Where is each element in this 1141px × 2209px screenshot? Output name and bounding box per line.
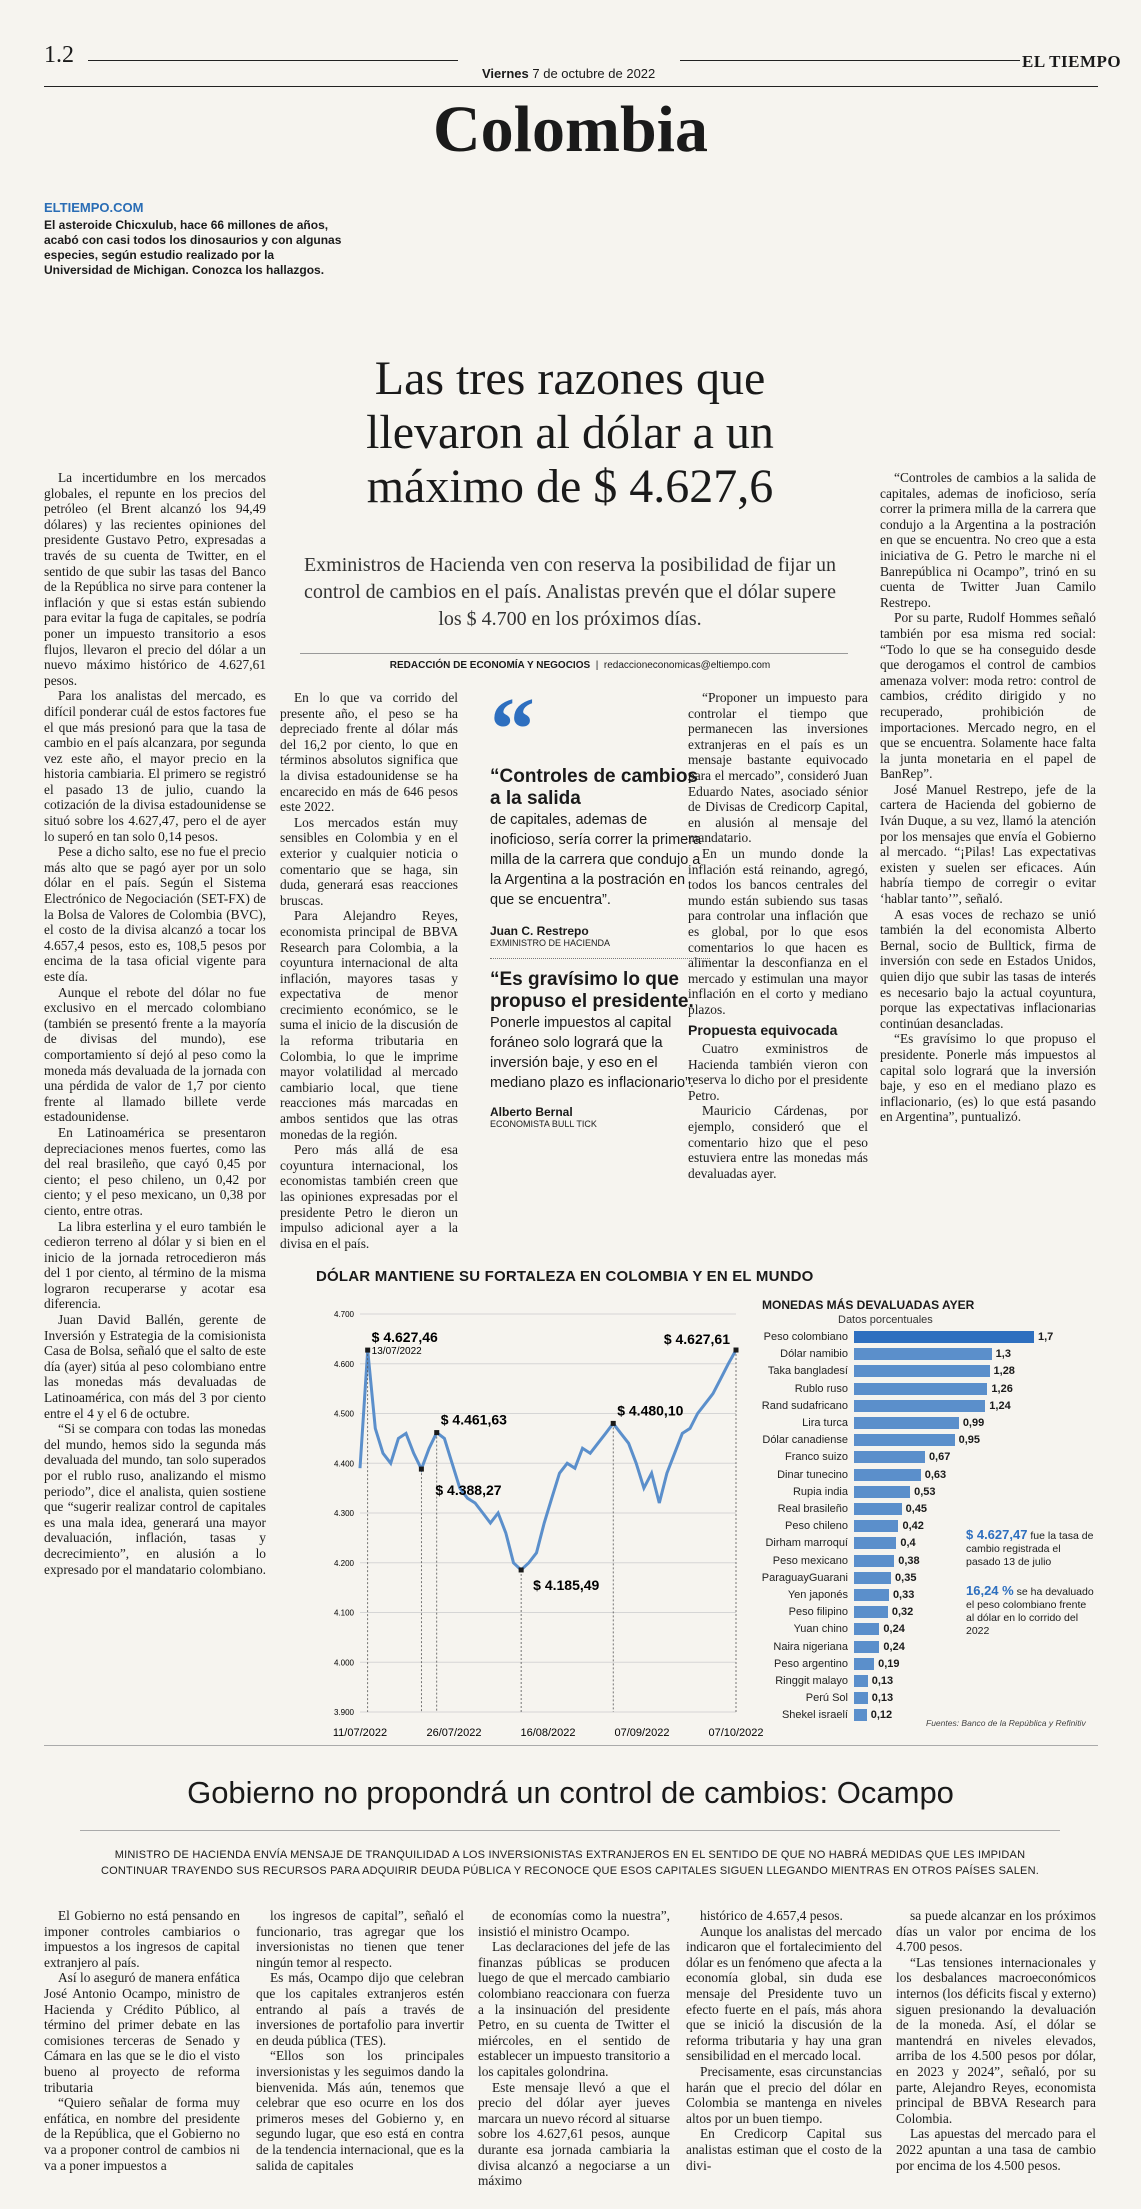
bar xyxy=(854,1434,955,1446)
header-top-rule xyxy=(44,86,1098,87)
bar-category-label: Peso chileno xyxy=(785,1520,848,1533)
second-col-2 xyxy=(256,1908,464,2198)
second-article-top-rule xyxy=(44,1745,1098,1746)
paragraph: “Si se compara con todas las monedas del mundo, hemos sido la segunda más devaluada del mundo, tan solo superados por el rublo ruso, analizando el mismo periodo”, dice el analista, quien sostiene que “sugerir realizar control de capitales es una mala idea, generará una mayor devaluación, inflación, tasas y decrecimiento”, en alusión a lo expresado por el mandatario colombiano. xyxy=(44,1421,266,1577)
paragraph: Pero más allá de esa coyuntura internacional, los economistas también creen que las opiniones expresadas por el presidente Petro le dieron un impulso adicional ayer a la divisa en el país. xyxy=(280,1142,458,1251)
data-point xyxy=(734,1348,739,1353)
bar-category-label: Rupia india xyxy=(792,1485,848,1498)
bar xyxy=(854,1658,874,1670)
paragraph: Las declaraciones del jefe de las finanzas públicas se producen luego de que el mercado cambiario colombiano reaccionara con fuerza a la insinuación del presidente Petro, en su cuenta de Twitter el miércoles, en el sentido de establecer un impuesto transitorio a los capitales golondrina. xyxy=(478,1939,670,2079)
bar-category-label: Taka bangladesí xyxy=(767,1365,848,1378)
section-title: Colombia xyxy=(432,93,709,166)
paragraph: de economías como la nuestra”, insistió el ministro Ocampo. xyxy=(478,1908,670,1939)
main-col-1 xyxy=(44,470,266,1735)
quotes-box xyxy=(490,680,710,1129)
paragraph: En lo que va corrido del presente año, el peso se ha depreciado frente al dólar más del 16,2 por ciento, lo que en términos absolutos significa que la divisa estadounidense se ha encarecido en más de 646 pesos este 2022. xyxy=(280,690,458,815)
bar-category-label: Peso mexicano xyxy=(772,1554,848,1567)
line-chart-title: DÓLAR MANTIENE SU FORTALEZA EN COLOMBIA Y EN EL MUNDO xyxy=(316,1268,814,1285)
paragraph: Pese a dicho salto, ese no fue el precio más alto que se pagó ayer por un solo dólar en el país. Según el Sistema Electrónico de Negociación (SET-FX) de la Bolsa de Valores de Colombia (BVC), el costo de la divisa alcanzó a tocar los 4.657,4 pesos, esto es, 108,5 pesos por encima de la tasa oficial vigente para este día. xyxy=(44,844,266,984)
paragraph: Este mensaje llevó a que el precio del dólar ayer jueves marcara un nuevo récord al situarse sobre los 4.627,61 pesos, aunque durante esa jornada cambiaria la divisa alcanzó a negociarse a un máximo xyxy=(478,2079,670,2189)
paragraph: El Gobierno no está pensando en imponer controles cambiarios o impuestos a los ingresos de capital extranjero al país. xyxy=(44,1908,240,1970)
bar-category-label: Dólar namibio xyxy=(780,1348,848,1361)
masthead: EL TIEMPO xyxy=(1022,52,1122,71)
bar-category-label: Rublo ruso xyxy=(794,1382,848,1395)
byline xyxy=(320,660,840,671)
quote-2-text: Ponerle impuestos al capital foráneo solo logrará que la inversión baje, y eso en el mediano plazo es inflacionario”. xyxy=(490,1015,694,1091)
paragraph: Es más, Ocampo dijo que celebran que los capitales extranjeros estén entrando al país a través de inversiones de portafolio para invertir en deuda pública (TES). xyxy=(256,1970,464,2048)
bar-value-label: 0,4 xyxy=(900,1537,916,1550)
data-label: $ 4.461,63 xyxy=(440,1411,507,1428)
data-label: $ 4.627,61 xyxy=(663,1331,730,1348)
byline-sep: | xyxy=(592,660,602,671)
bar xyxy=(854,1400,985,1412)
paragraph: Precisamente, esas circunstancias harán que el precio del dólar en Colombia se mantenga en niveles altos por un buen tiempo. xyxy=(686,2063,882,2126)
paragraph: sa puede alcanzar en los próximos días un valor por encima de los 4.700 pesos. xyxy=(896,1908,1096,1955)
paragraph: “Ellos son los principales inversionistas y les seguimos dando la bienvenida. Más aún, tenemos que celebrar que eso ocurre en los dos primeros meses del Gobierno y, en segundo lugar, que eso está en contra de la tendencia internacional, que es la salida de capitales xyxy=(256,2048,464,2173)
y-tick-label: 4.500 xyxy=(333,1409,354,1419)
bar xyxy=(854,1469,921,1481)
bar-value-label: 0,24 xyxy=(883,1640,905,1653)
quote-1-role: EXMINISTRO DE HACIENDA xyxy=(490,938,611,948)
paragraph: Cuatro exministros de Hacienda también vieron con reserva lo dicho por el presidente Petro. xyxy=(688,1041,868,1103)
bar-chart-subtitle: Datos porcentuales xyxy=(838,1314,933,1326)
bar xyxy=(854,1348,992,1360)
quote-1-author: Juan C. Restrepo xyxy=(490,924,589,938)
bar xyxy=(854,1572,891,1584)
quote-2-role: ECONOMISTA BULL TICK xyxy=(490,1119,597,1129)
bar-category-label: Shekel israelí xyxy=(781,1709,848,1722)
note-1-text: fue la tasa de cambio registrada el pasado 13 de julio xyxy=(966,1530,1094,1568)
header-date xyxy=(482,66,655,81)
y-tick-label: 4.200 xyxy=(333,1558,354,1568)
bar xyxy=(854,1537,896,1549)
paragraph: Mauricio Cárdenas, por ejemplo, consideró que el comentario hizo que el peso estuviera entre las monedas más devaluadas ayer. xyxy=(688,1103,868,1181)
data-point xyxy=(434,1430,439,1435)
x-tick-label: 11/07/2022 xyxy=(332,1727,388,1739)
header-day: Viernes xyxy=(482,66,529,81)
note-1-value: $ 4.627,47 xyxy=(966,1527,1028,1542)
paragraph: histórico de 4.657,4 pesos. xyxy=(700,1908,843,1923)
bar xyxy=(854,1709,867,1721)
paragraph: “Es gravísimo lo que propuso el presidente. Ponerle más impuestos al capital solo logrará que la inversión baje, y eso en el mediano plazo es inflacionario, (es) lo que está pasando en Argentina”, puntualizó. xyxy=(880,1031,1096,1125)
bar-category-label: Yen japonés xyxy=(787,1589,848,1601)
paragraph: La incertidumbre en los mercados globales, el repunte en los precios del petróleo (el Brent alcanzó los 94,49 dólares) y las recientes opiniones del presidente Gustavo Petro, expresadas a través de su cuenta de Twitter, en el sentido de que subir las tasas del Banco de la República no sirve para contener la inflación y que si estas están subiendo para evitar la fuga de capitales, se podría poner un impuesto transitorio a esos flujos, llevaron el precio del dólar a un nuevo máximo histórico de 4.627,61 pesos. xyxy=(44,470,266,688)
bar-value-label: 0,38 xyxy=(898,1554,920,1567)
y-tick-label: 4.400 xyxy=(333,1459,354,1469)
line-chart xyxy=(316,1292,764,1748)
promo-brand[interactable]: ELTIEMPO.COM xyxy=(44,200,144,215)
bar-value-label: 1,7 xyxy=(1038,1331,1054,1343)
bar-category-label: Ringgit malayo xyxy=(775,1675,848,1687)
data-label: $ 4.480,10 xyxy=(617,1402,684,1419)
paragraph: Los mercados están muy sensibles en Colombia y en el exterior y cualquier noticia o comentario que se haga, sin duda, generará esas reacciones bruscas. xyxy=(280,814,458,908)
bar-value-label: 0,24 xyxy=(883,1623,905,1636)
main-col-2 xyxy=(280,690,458,1255)
quote-1-bold: “Controles de cambios a la salida xyxy=(490,766,698,809)
second-headline-rule xyxy=(80,1830,1060,1831)
bar-category-label: Real brasileño xyxy=(777,1503,848,1515)
y-tick-label: 3.900 xyxy=(333,1708,354,1717)
header-rule-right xyxy=(680,60,1020,61)
paragraph: “Las tensiones internacionales y los desbalances macroeconómicos internos (los déficits fiscal y externo) siguen presionando la devaluación de la moneda. Así, el dólar se mantendrá en niveles elevados, arriba de los 4.500 pesos por dólar, en 2023 y 2024”, señaló, por su parte, Alejandro Reyes, economista principal de BBVA Research para Colombia. xyxy=(896,1954,1096,2126)
paragraph: En Latinoamérica se presentaron depreciaciones menos fuertes, como las del real brasileño, que cayó 0,45 por ciento; el peso chileno, un 0,42 por ciento; y el peso mexicano, un 0,38 por ciento, entre otras. xyxy=(44,1124,266,1218)
data-point xyxy=(611,1421,616,1426)
bar-value-label: 0,53 xyxy=(914,1485,936,1498)
bar-value-label: 0,13 xyxy=(871,1692,894,1705)
bar xyxy=(854,1486,910,1498)
chart-note-2 xyxy=(966,1584,1096,1638)
paragraph: Para Alejandro Reyes, economista principal de BBVA Research para Colombia, a la coyuntura internacional de alta inflación, mayores tasas y expectativa de menor crecimiento económico, se le suma el inicio de la discusión de la reforma tributaria en Colombia, lo que le imprime mayor volatilidad al mercado cambiario local, que tiene reacciones más marcadas en ambos sentidos que las otras monedas de la región. xyxy=(280,908,458,1142)
header-date-text: 7 de octubre de 2022 xyxy=(532,66,656,81)
bar-category-label: Peso colombiano xyxy=(763,1331,848,1343)
bar-value-label: 0,13 xyxy=(871,1675,894,1687)
bar xyxy=(854,1383,987,1395)
byline-email[interactable]: redaccioneconomicas@eltiempo.com xyxy=(603,660,771,671)
x-tick-label: 07/10/2022 xyxy=(708,1727,764,1739)
bar-value-label: 0,67 xyxy=(928,1451,951,1464)
data-label: $ 4.627,46 xyxy=(371,1329,438,1346)
bar-value-label: 0,63 xyxy=(924,1468,947,1481)
data-label: $ 4.185,49 xyxy=(533,1576,600,1593)
data-label: $ 4.388,27 xyxy=(435,1482,502,1499)
bar xyxy=(854,1641,879,1653)
byline-rule xyxy=(300,653,848,654)
byline-author: REDACCIÓN DE ECONOMÍA Y NEGOCIOS xyxy=(389,660,591,671)
page-number: 1.2 xyxy=(44,42,74,68)
quote-2-bold: “Es gravísimo lo que propuso el presidente. xyxy=(490,969,694,1012)
bar-category-label: Yuan chino xyxy=(793,1623,848,1636)
bar-category-label: Lira turca xyxy=(802,1417,848,1429)
line-series xyxy=(360,1350,736,1570)
y-tick-label: 4.000 xyxy=(333,1658,354,1668)
paragraph: Por su parte, Rudolf Hommes señaló también por esa misma red social: “Todo lo que se ha conseguido desde que derogamos el control de cambios amenaza volver: moda retro: control de cambios, crédito dirigido y no recuperado, prohibición de importaciones. Mercado negro, en el que se encuentra. Solamente hace falta la junta monetaria en el papel de BanRep”. xyxy=(880,610,1096,782)
paragraph: Así lo aseguró de manera enfática José Antonio Ocampo, ministro de Hacienda y Crédito Público, al término del primer debate en las comisiones terceras de Senado y Cámara en las que se le dio el visto bueno al proyecto de reforma tributaria xyxy=(44,1970,240,2095)
bar-value-label: 1,3 xyxy=(995,1348,1011,1361)
bar-value-label: 0,19 xyxy=(878,1657,900,1670)
bar-category-label: Peso argentino xyxy=(774,1657,848,1670)
paragraph: La libra esterlina y el euro también le cedieron terreno al dólar y si bien en el inicio de la jornada retrocedieron más del 1 por ciento, al término de la misma lograron recuperarse y acotar esa diferencia. xyxy=(44,1218,266,1312)
bar-category-label: Franco suizo xyxy=(785,1451,848,1464)
chart-note-1 xyxy=(966,1528,1096,1569)
paragraph: Las apuestas del mercado para el 2022 apuntan a una tasa de cambio por encima de los 4.500 pesos. xyxy=(896,2126,1096,2173)
bar-category-label: Naira nigeriana xyxy=(773,1640,848,1653)
main-col-5 xyxy=(880,470,1096,1290)
subhead: Propuesta equivocada xyxy=(688,1022,838,1039)
second-col-1 xyxy=(44,1908,240,2198)
paragraph: “Proponer un impuesto para controlar el tiempo que permanecen las inversiones extranjeras en el país es un mensaje bastante equivocado para el mercado”, consideró Juan Eduardo Nates, asociado sénior de Divisas de Credicorp Capital, en alusión al mensaje del mandatario. xyxy=(688,690,868,846)
bar-value-label: 0,42 xyxy=(902,1520,924,1533)
note-2-text: se ha devaluado el peso colombiano frente al dólar en lo corrido del 2022 xyxy=(966,1586,1094,1637)
bar xyxy=(854,1503,902,1515)
quote-mark-icon: “ xyxy=(490,680,535,779)
data-point xyxy=(365,1348,370,1353)
bar-value-label: 0,45 xyxy=(905,1503,928,1515)
paragraph: A esas voces de rechazo se unió también la del economista Alberto Bernal, socio de Bulltick, firma de inversión con sede en Estados Unidos, quien dijo que subir las tasas de interés es necesario bajo la actual coyuntura, porque las expectativas inflacionarias continúan desancladas. xyxy=(880,906,1096,1031)
quote-2-author: Alberto Bernal xyxy=(490,1105,573,1119)
bar-value-label: 0,33 xyxy=(892,1589,915,1601)
paragraph: “Quiero señalar de forma muy enfática, en nombre del presidente de la República, que el Gobierno no va a proponer control de cambios ni va a poner impuestos a xyxy=(44,2095,240,2173)
bar xyxy=(854,1606,888,1618)
quote-divider xyxy=(490,958,710,959)
data-label-date: 13/07/2022 xyxy=(371,1346,422,1358)
bar-value-label: 1,26 xyxy=(991,1382,1013,1395)
quote-1-text: de capitales, ademas de inoficioso, sería correr la primera milla de la carrera que condujo a la Argentina a la postración en que se encuentra”. xyxy=(490,812,702,908)
bar-value-label: 0,32 xyxy=(891,1606,914,1619)
paragraph: “Controles de cambios a la salida de capitales, ademas de inoficioso, sería correr la primera milla de la carrera que condujo a la Argentina a la postración en que se encuentra. No creo que a esta iniciativa de G. Petro le marche ni el Banrepública ni Ocampo”, trinó en su cuenta de Twitter Juan Camilo Restrepo. xyxy=(880,470,1096,610)
header-rule-left xyxy=(88,60,458,61)
bar-value-label: 1,28 xyxy=(993,1365,1015,1378)
bar xyxy=(854,1623,879,1635)
y-tick-label: 4.700 xyxy=(333,1310,354,1319)
bar-value-label: 1,24 xyxy=(989,1399,1011,1412)
second-col-3 xyxy=(478,1908,670,2198)
promo-text[interactable]: El asteroide Chicxulub, hace 66 millones de años, acabó con casi todos los dinosaurios y con algunas especies, según estudio realizado por la Universidad de Michigan. Conozca los hallazgos. xyxy=(44,218,342,277)
bar-value-label: 0,12 xyxy=(870,1709,893,1722)
note-2-value: 16,24 % xyxy=(966,1583,1014,1598)
bar xyxy=(854,1675,868,1687)
bar xyxy=(854,1331,1034,1343)
bar xyxy=(854,1692,868,1704)
data-point xyxy=(519,1567,524,1572)
second-headline: Gobierno no propondrá un control de cambios: Ocampo xyxy=(187,1775,954,1810)
paragraph: Juan David Ballén, gerente de Inversión y Estrategia de la comisionista Casa de Bolsa, señaló que el salto de este día (ayer) sitúa al peso colombiano entre las monedas más devaluadas de Latinoamérica, con más del 3 por ciento entre el 4 y el 6 de octubre. xyxy=(44,1312,266,1421)
paragraph: Aunque los analistas del mercado indicaron que el fortalecimiento del dólar es un fenómeno que afecta a la economía global, sin duda ese mensaje del Presidente tuvo un efecto fuerte en el país, más ahora que se inició la discusión de la reforma tributaria y hay una gran sensibilidad en el mercado local. xyxy=(686,1923,882,2064)
bar-chart-title: MONEDAS MÁS DEVALUADAS AYER xyxy=(762,1298,975,1312)
second-col-5 xyxy=(896,1908,1096,2198)
bar xyxy=(854,1520,898,1532)
bar-category-label: Dólar canadiense xyxy=(762,1434,848,1447)
bar-category-label: Perú Sol xyxy=(805,1692,848,1705)
paragraph: En un mundo donde la inflación está reinando, agregó, todos los bancos centrales del mundo están subiendo sus tasas para controlar una inflación que es global, por lo que esos comentarios lo que hacen es alimentar la desconfianza en el mercado y estimulan una mayor inflación en el corto y mediano plazos. xyxy=(688,845,868,1017)
x-tick-label: 26/07/2022 xyxy=(426,1727,482,1739)
second-deck: MINISTRO DE HACIENDA ENVÍA MENSAJE DE TRANQUILIDAD A LOS INVERSIONISTAS EXTRANJEROS EN EL SENTIDO DE QUE NO HABRÁ MEDIDAS QUE LES IMPIDAN CONTINUAR TRAYENDO SUS RECURSOS PARA ADQUIRIR DEUDA PÚBLICA Y RECONOCE QUE ESOS CAPITALES SIGUEN LLEGANDO MIENTRAS EN OTROS PAÍSES SALEN. xyxy=(101,1849,1039,1877)
bar-category-label: Peso filipino xyxy=(788,1606,848,1619)
bar-category-label: ParaguayGuarani xyxy=(761,1571,848,1584)
paragraph: los ingresos de capital”, señaló el funcionario, tras agregar que los inversionistas no tienen que tener ningún temor al respecto. xyxy=(256,1908,464,1970)
bar-category-label: Dirham marroquí xyxy=(765,1537,848,1550)
x-tick-label: 16/08/2022 xyxy=(520,1727,576,1739)
second-col-4 xyxy=(686,1908,882,2198)
main-deck: Exministros de Hacienda ven con reserva la posibilidad de fijar un control de cambios en el país. Analistas prevén que el dólar supere los $ 4.700 en los próximos días. xyxy=(303,554,837,630)
x-tick-label: 07/09/2022 xyxy=(614,1727,670,1739)
y-tick-label: 4.100 xyxy=(333,1608,354,1618)
bar xyxy=(854,1589,889,1601)
bar-category-label: Dinar tunecino xyxy=(777,1468,848,1481)
bar-value-label: 0,35 xyxy=(895,1571,917,1584)
bar xyxy=(854,1365,990,1377)
chart-source: Fuentes: Banco de la República y Refinitiv xyxy=(926,1718,1086,1728)
bar xyxy=(854,1555,894,1567)
main-col-4 xyxy=(688,690,868,1255)
paragraph: Para los analistas del mercado, es difícil ponderar cuál de estos factores fue el que más presionó para que la tasa de cambio en el país alcanzara, por segunda vez este año, el mayor precio en la historia cambiaria. El primero se registró el pasado 13 de julio, cuando la cotización de la divisa estadounidense se situó sobre los 4.627,47, pero el de ayer lo superó en tan solo 0,14 pesos. xyxy=(44,688,266,844)
paragraph: En Credicorp Capital sus analistas estiman que el costo de la divi- xyxy=(686,2126,882,2173)
bar-value-label: 0,99 xyxy=(962,1417,985,1429)
bar xyxy=(854,1417,959,1429)
paragraph: Aunque el rebote del dólar no fue exclusivo en el mercado colombiano (también se presentó frente a la mayoría de divisas del mundo), ese comportamiento sí dejó al peso como la moneda más devaluada de la jornada con una pérdida de valor de 1,7 por ciento frente al llamado billete verde estadounidense. xyxy=(44,984,266,1125)
y-tick-label: 4.300 xyxy=(333,1509,354,1518)
main-headline: Las tres razones que llevaron al dólar a un máximo de $ 4.627,6 xyxy=(366,352,774,513)
data-point xyxy=(419,1467,424,1472)
bar-category-label: Rand sudafricano xyxy=(761,1399,848,1412)
bar-value-label: 0,95 xyxy=(958,1434,980,1447)
y-tick-label: 4.600 xyxy=(333,1359,354,1369)
paragraph: José Manuel Restrepo, jefe de la cartera de Hacienda del gobierno de Iván Duque, a su vez, llamó la atención por los mensajes que envía el Gobierno al mercado. “¡Pilas! Las expectativas existen y suelen ser eficaces. Aún habría tiempo de corregir o evitar ‘hablar tanto’”, señaló. xyxy=(880,781,1096,907)
bar xyxy=(854,1451,925,1463)
